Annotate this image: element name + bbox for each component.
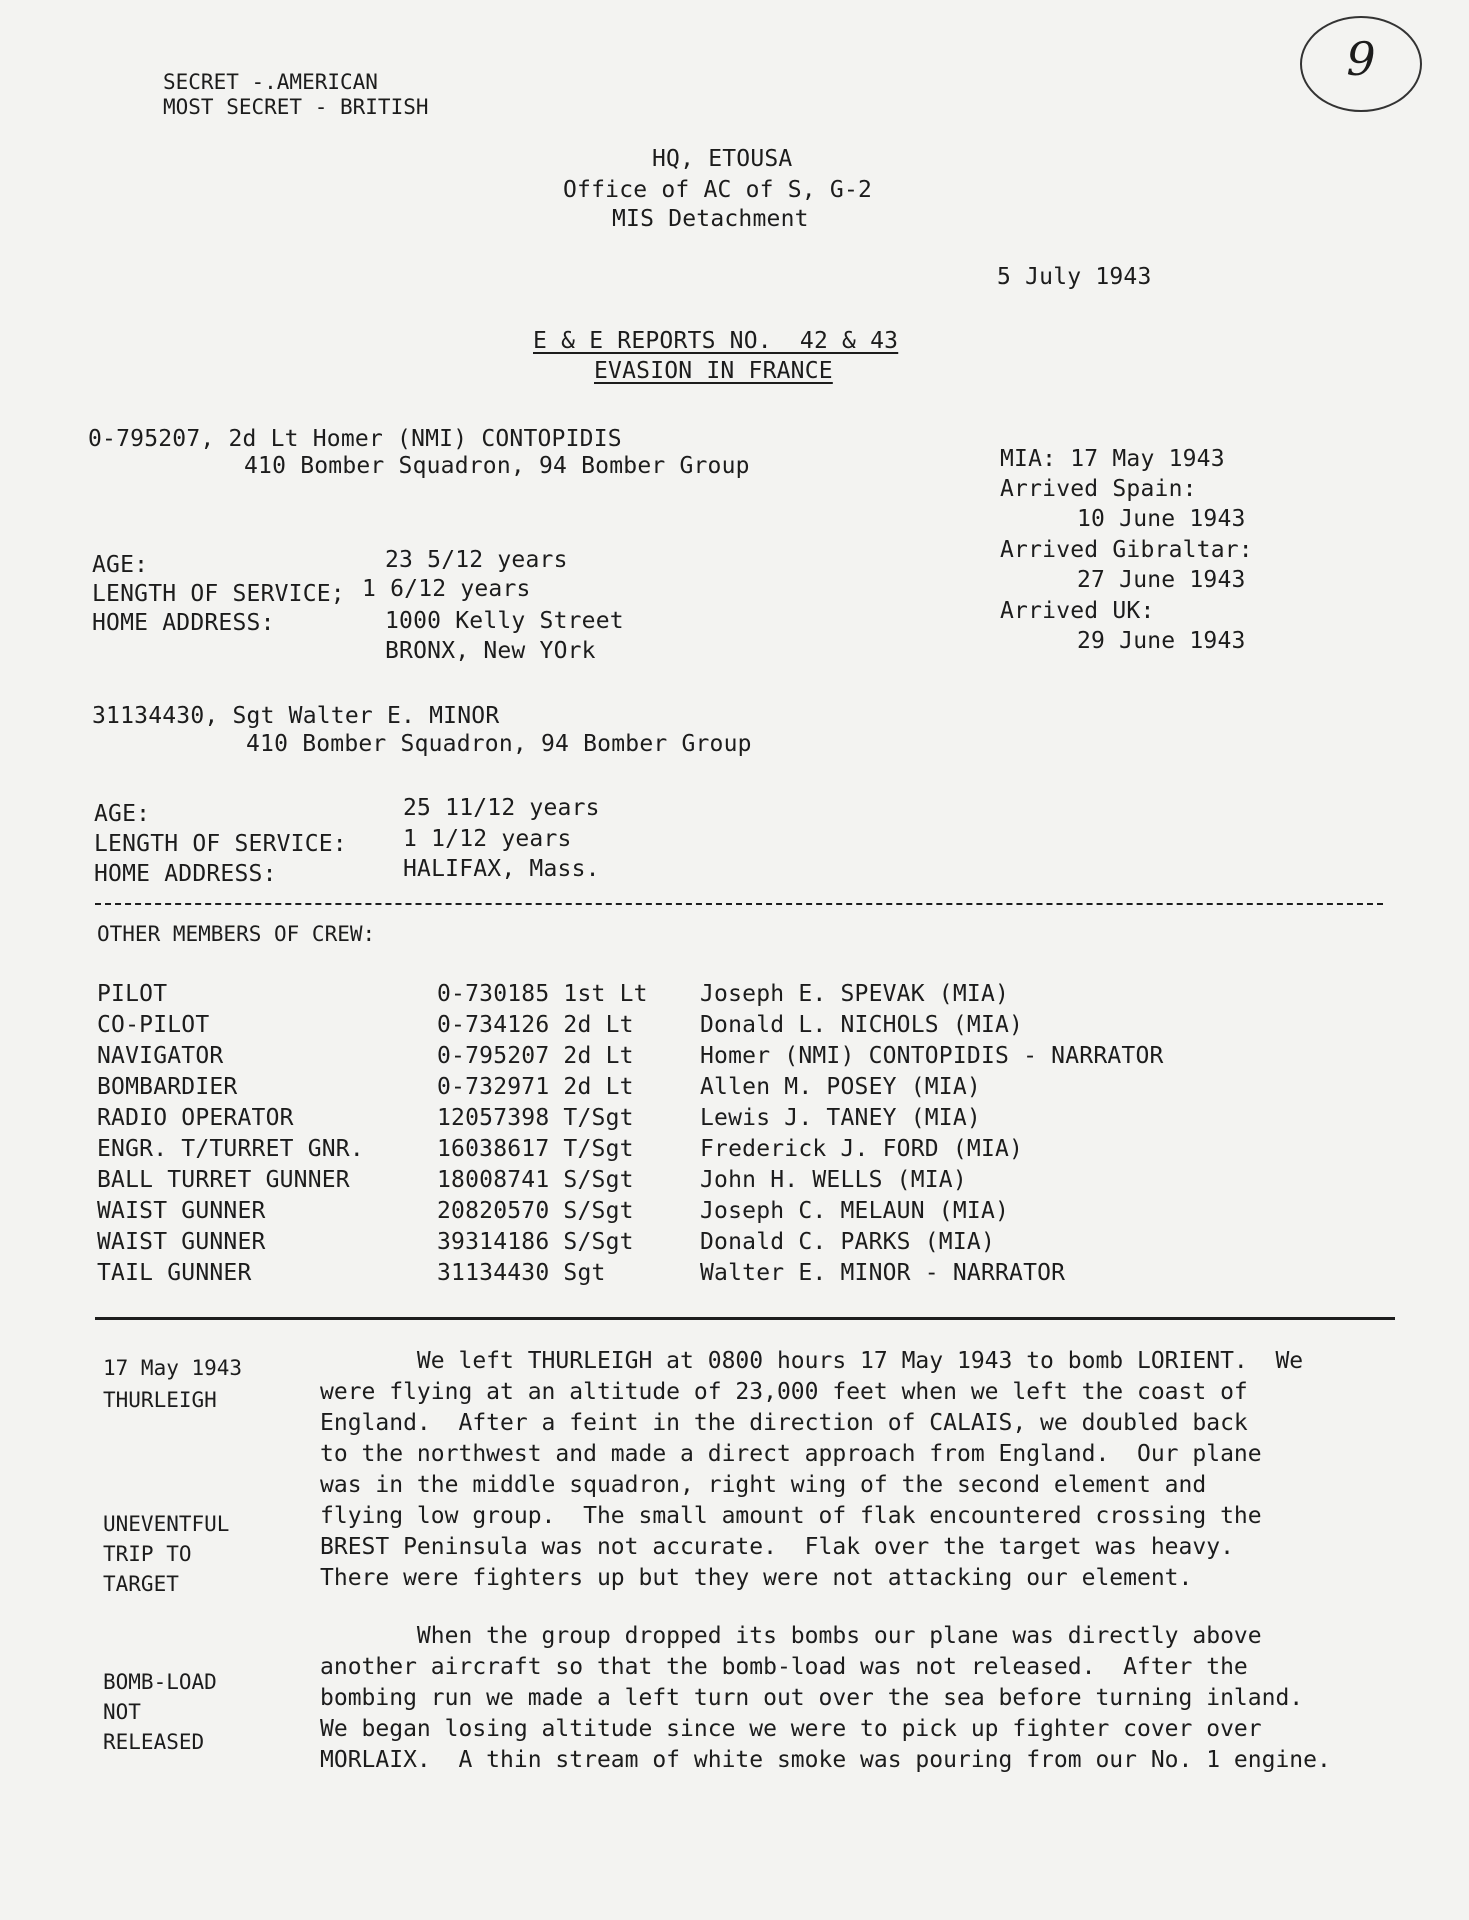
margin-target: TARGET bbox=[103, 1572, 179, 1596]
arrived-spain-label: Arrived Spain: bbox=[1000, 476, 1197, 502]
crew-row bbox=[0, 1043, 1469, 1071]
narrative-line: We left THURLEIGH at 0800 hours 17 May 1943 to bomb LORIENT. We bbox=[320, 1348, 1304, 1374]
crew-position: WAIST GUNNER bbox=[97, 1198, 266, 1224]
crew-row bbox=[0, 1260, 1469, 1288]
report-subject: EVASION IN FRANCE bbox=[594, 358, 833, 384]
page-number-stamp bbox=[1300, 16, 1422, 112]
crew-serial: 0-730185 1st Lt bbox=[437, 981, 648, 1007]
crew-row bbox=[0, 1167, 1469, 1195]
crew-name: Homer (NMI) CONTOPIDIS - NARRATOR bbox=[700, 1043, 1164, 1069]
narrative-line: MORLAIX. A thin stream of white smoke was pouring from our No. 1 engine. bbox=[320, 1747, 1331, 1773]
narrative-line: to the northwest and made a direct approach from England. Our plane bbox=[320, 1441, 1262, 1467]
narrative-line: another aircraft so that the bomb-load was not released. After the bbox=[320, 1654, 1248, 1680]
crew-serial: 0-795207 2d Lt bbox=[437, 1043, 634, 1069]
arrived-spain-date: 10 June 1943 bbox=[1077, 506, 1246, 532]
narrative-line: When the group dropped its bombs our plane was directly above bbox=[320, 1623, 1262, 1649]
classification-american: SECRET -.AMERICAN bbox=[163, 70, 378, 94]
crew-name: Frederick J. FORD (MIA) bbox=[700, 1136, 1024, 1162]
evader2-name: 31134430, Sgt Walter E. MINOR bbox=[92, 703, 500, 729]
crew-position: BOMBARDIER bbox=[97, 1074, 238, 1100]
crew-serial: 18008741 S/Sgt bbox=[437, 1167, 634, 1193]
crew-name: John H. WELLS (MIA) bbox=[700, 1167, 967, 1193]
arrived-gibraltar-label: Arrived Gibraltar: bbox=[1000, 537, 1253, 563]
crew-position: ENGR. T/TURRET GNR. bbox=[97, 1136, 364, 1162]
mia-date: MIA: 17 May 1943 bbox=[1000, 446, 1225, 472]
heading-hq: HQ, ETOUSA bbox=[652, 146, 793, 172]
crew-header: OTHER MEMBERS OF CREW: bbox=[97, 922, 376, 946]
narrative-line: bombing run we made a left turn out over the sea before turning inland. bbox=[320, 1685, 1304, 1711]
margin-released: RELEASED bbox=[103, 1730, 205, 1754]
evader2-service-label: LENGTH OF SERVICE: bbox=[94, 831, 347, 857]
evader2-address-label: HOME ADDRESS: bbox=[94, 861, 277, 887]
evader1-address-line2: BRONX, New YOrk bbox=[385, 638, 596, 664]
margin-uneventful: UNEVENTFUL bbox=[103, 1512, 230, 1536]
narrative-line: BREST Peninsula was not accurate. Flak over the target was heavy. bbox=[320, 1534, 1234, 1560]
evader2-unit: 410 Bomber Squadron, 94 Bomber Group bbox=[246, 731, 752, 757]
classification-british: MOST SECRET - BRITISH bbox=[163, 95, 429, 119]
arrived-uk-date: 29 June 1943 bbox=[1077, 628, 1246, 654]
crew-serial: 0-732971 2d Lt bbox=[437, 1074, 634, 1100]
narrative-line: were flying at an altitude of 23,000 feet when we left the coast of bbox=[320, 1379, 1248, 1405]
narrative-line: There were fighters up but they were not attacking our element. bbox=[320, 1565, 1193, 1591]
narrative-line: We began losing altitude since we were to pick up fighter cover over bbox=[320, 1716, 1262, 1742]
margin-not: NOT bbox=[103, 1700, 141, 1724]
heading-detachment: MIS Detachment bbox=[612, 206, 809, 232]
crew-serial: 39314186 S/Sgt bbox=[437, 1229, 634, 1255]
evader2-service: 1 1/12 years bbox=[403, 826, 572, 852]
evader1-age-label: AGE: bbox=[92, 552, 149, 578]
evader2-age-label: AGE: bbox=[94, 801, 151, 827]
report-number: E & E REPORTS NO. 42 & 43 bbox=[533, 328, 899, 354]
crew-row bbox=[0, 1136, 1469, 1164]
margin-bomb-load: BOMB-LOAD bbox=[103, 1670, 217, 1694]
narrative-line: England. After a feint in the direction of CALAIS, we doubled back bbox=[320, 1410, 1248, 1436]
divider-crew-top bbox=[95, 903, 1383, 905]
arrived-uk-label: Arrived UK: bbox=[1000, 598, 1155, 624]
divider-crew-bottom bbox=[95, 1317, 1395, 1320]
margin-date: 17 May 1943 bbox=[103, 1356, 243, 1380]
crew-name: Joseph E. SPEVAK (MIA) bbox=[700, 981, 1010, 1007]
crew-serial: 0-734126 2d Lt bbox=[437, 1012, 634, 1038]
evader2-address: HALIFAX, Mass. bbox=[403, 856, 600, 882]
evader2-age: 25 11/12 years bbox=[403, 795, 600, 821]
evader1-name: 0-795207, 2d Lt Homer (NMI) CONTOPIDIS bbox=[88, 426, 622, 452]
crew-serial: 31134430 Sgt bbox=[437, 1260, 606, 1286]
evader1-age: 23 5/12 years bbox=[385, 547, 568, 573]
evader1-address-line1: 1000 Kelly Street bbox=[385, 608, 624, 634]
crew-position: RADIO OPERATOR bbox=[97, 1105, 294, 1131]
crew-position: PILOT bbox=[97, 981, 168, 1007]
report-date: 5 July 1943 bbox=[997, 264, 1152, 290]
crew-name: Joseph C. MELAUN (MIA) bbox=[700, 1198, 1010, 1224]
page-number: 9 bbox=[1346, 32, 1376, 86]
crew-serial: 16038617 T/Sgt bbox=[437, 1136, 634, 1162]
crew-name: Donald L. NICHOLS (MIA) bbox=[700, 1012, 1024, 1038]
evader1-unit: 410 Bomber Squadron, 94 Bomber Group bbox=[244, 453, 750, 479]
crew-name: Donald C. PARKS (MIA) bbox=[700, 1229, 995, 1255]
arrived-gibraltar-date: 27 June 1943 bbox=[1077, 567, 1246, 593]
crew-row bbox=[0, 1229, 1469, 1257]
evader1-service-label: LENGTH OF SERVICE; bbox=[92, 581, 345, 607]
crew-name: Lewis J. TANEY (MIA) bbox=[700, 1105, 981, 1131]
crew-serial: 12057398 T/Sgt bbox=[437, 1105, 634, 1131]
crew-position: WAIST GUNNER bbox=[97, 1229, 266, 1255]
crew-position: CO-PILOT bbox=[97, 1012, 210, 1038]
crew-position: TAIL GUNNER bbox=[97, 1260, 252, 1286]
evader1-address-label: HOME ADDRESS: bbox=[92, 610, 275, 636]
heading-office: Office of AC of S, G-2 bbox=[563, 177, 873, 203]
crew-serial: 20820570 S/Sgt bbox=[437, 1198, 634, 1224]
margin-trip-to: TRIP TO bbox=[103, 1542, 192, 1566]
narrative-line: was in the middle squadron, right wing of the second element and bbox=[320, 1472, 1207, 1498]
crew-row bbox=[0, 1198, 1469, 1226]
crew-row bbox=[0, 1074, 1469, 1102]
crew-position: NAVIGATOR bbox=[97, 1043, 224, 1069]
crew-position: BALL TURRET GUNNER bbox=[97, 1167, 350, 1193]
crew-name: Allen M. POSEY (MIA) bbox=[700, 1074, 981, 1100]
evader1-service: 1 6/12 years bbox=[362, 576, 531, 602]
crew-row bbox=[0, 1012, 1469, 1040]
crew-row bbox=[0, 1105, 1469, 1133]
margin-place: THURLEIGH bbox=[103, 1388, 217, 1412]
crew-row bbox=[0, 981, 1469, 1009]
narrative-line: flying low group. The small amount of flak encountered crossing the bbox=[320, 1503, 1262, 1529]
crew-name: Walter E. MINOR - NARRATOR bbox=[700, 1260, 1066, 1286]
